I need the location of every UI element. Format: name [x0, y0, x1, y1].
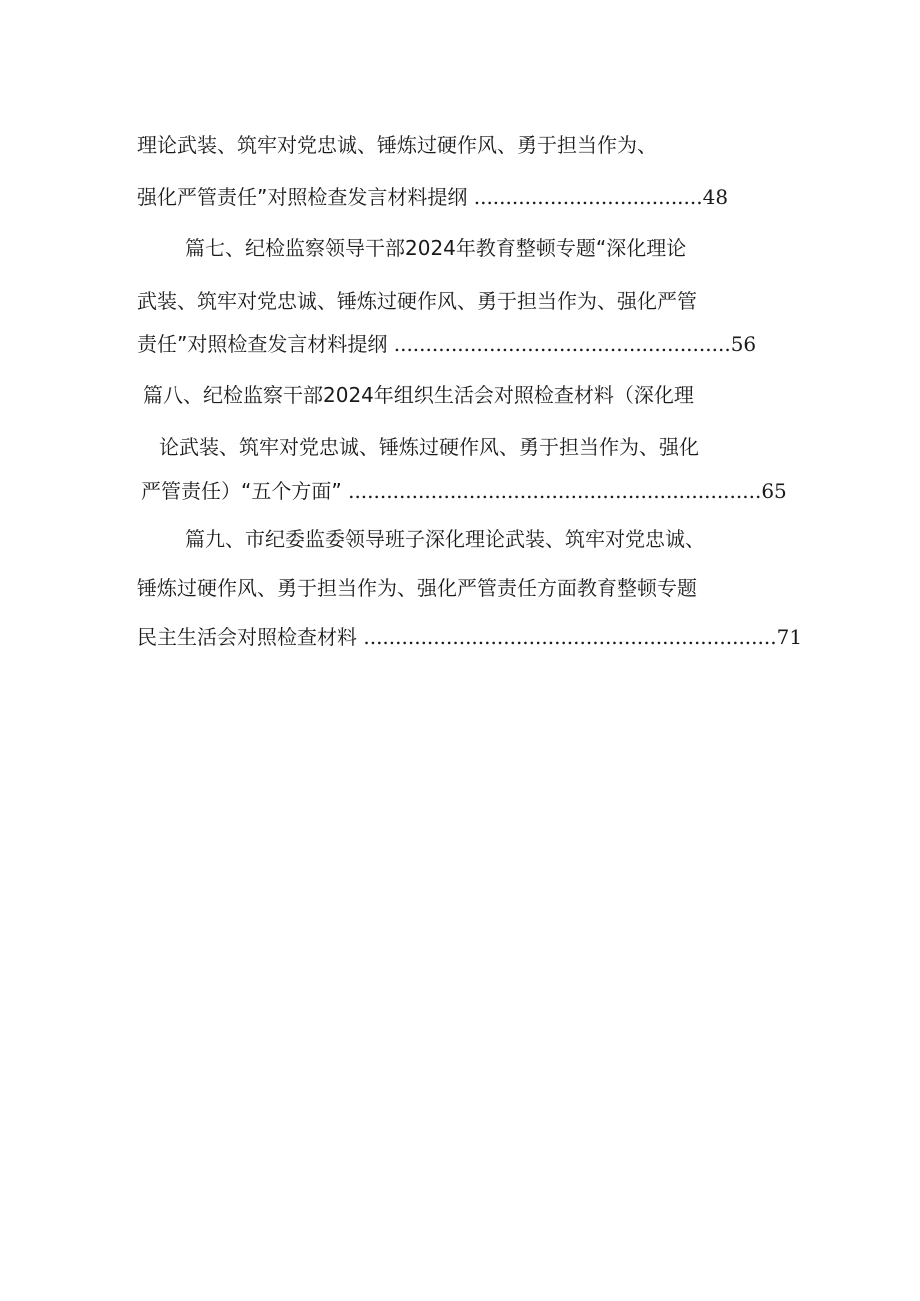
- toc-entry-4-line-2: [137, 571, 697, 605]
- toc-entry-text: 论武装、筑牢对党忠诚、锤炼过硬作风、勇于担当作为、强化: [159, 435, 699, 459]
- toc-entry-text: 锤炼过硬作风、勇于担当作为、强化严管责任方面教育整顿专题: [137, 576, 697, 600]
- toc-entry-text: 民主生活会对照检查材料: [137, 625, 357, 649]
- toc-entry-2-line-1: [185, 231, 686, 265]
- toc-entry-3-line-2: [159, 430, 699, 464]
- toc-entry-3-line-1: [143, 378, 694, 412]
- toc-entry-3-line-3: [141, 474, 787, 508]
- toc-entry-2-line-2: [137, 284, 697, 318]
- toc-entry-text: 篇八、纪检监察干部2024年组织生活会对照检查材料（深化理: [143, 383, 694, 407]
- toc-entry-text: 篇九、市纪委监委领导班子深化理论武装、筑牢对党忠诚、: [185, 527, 705, 551]
- toc-entry-1-line-1: [137, 128, 657, 162]
- toc-entry-1-line-2: [137, 180, 728, 214]
- toc-page-number: 56: [730, 332, 757, 356]
- toc-entry-4-line-3: [137, 620, 802, 654]
- toc-page-number: 48: [702, 185, 729, 209]
- toc-entry-text: 篇七、纪检监察领导干部2024年教育整顿专题“深化理论: [185, 236, 687, 260]
- toc-entry-text: 理论武装、筑牢对党忠诚、锤炼过硬作风、勇于担当作为、: [137, 133, 657, 157]
- toc-entry-text: 武装、筑牢对党忠诚、锤炼过硬作风、勇于担当作为、强化严管: [137, 289, 697, 313]
- toc-entry-text: 严管责任）“五个方面”: [141, 479, 342, 503]
- toc-entry-text: 责任”对照检查发言材料提纲: [137, 332, 388, 356]
- leader-dots: .....................................................: [393, 332, 731, 356]
- toc-entry-4-line-1: [185, 522, 705, 556]
- leader-dots: .................................................................: [348, 479, 762, 503]
- toc-entry-text: 强化严管责任”对照检查发言材料提纲: [137, 185, 468, 209]
- toc-entry-2-line-3: [137, 327, 756, 361]
- toc-page-number: 65: [761, 479, 787, 503]
- leader-dots: .................................................................: [363, 625, 777, 649]
- toc-page-number: 71: [776, 625, 803, 649]
- leader-dots: ....................................: [473, 185, 703, 209]
